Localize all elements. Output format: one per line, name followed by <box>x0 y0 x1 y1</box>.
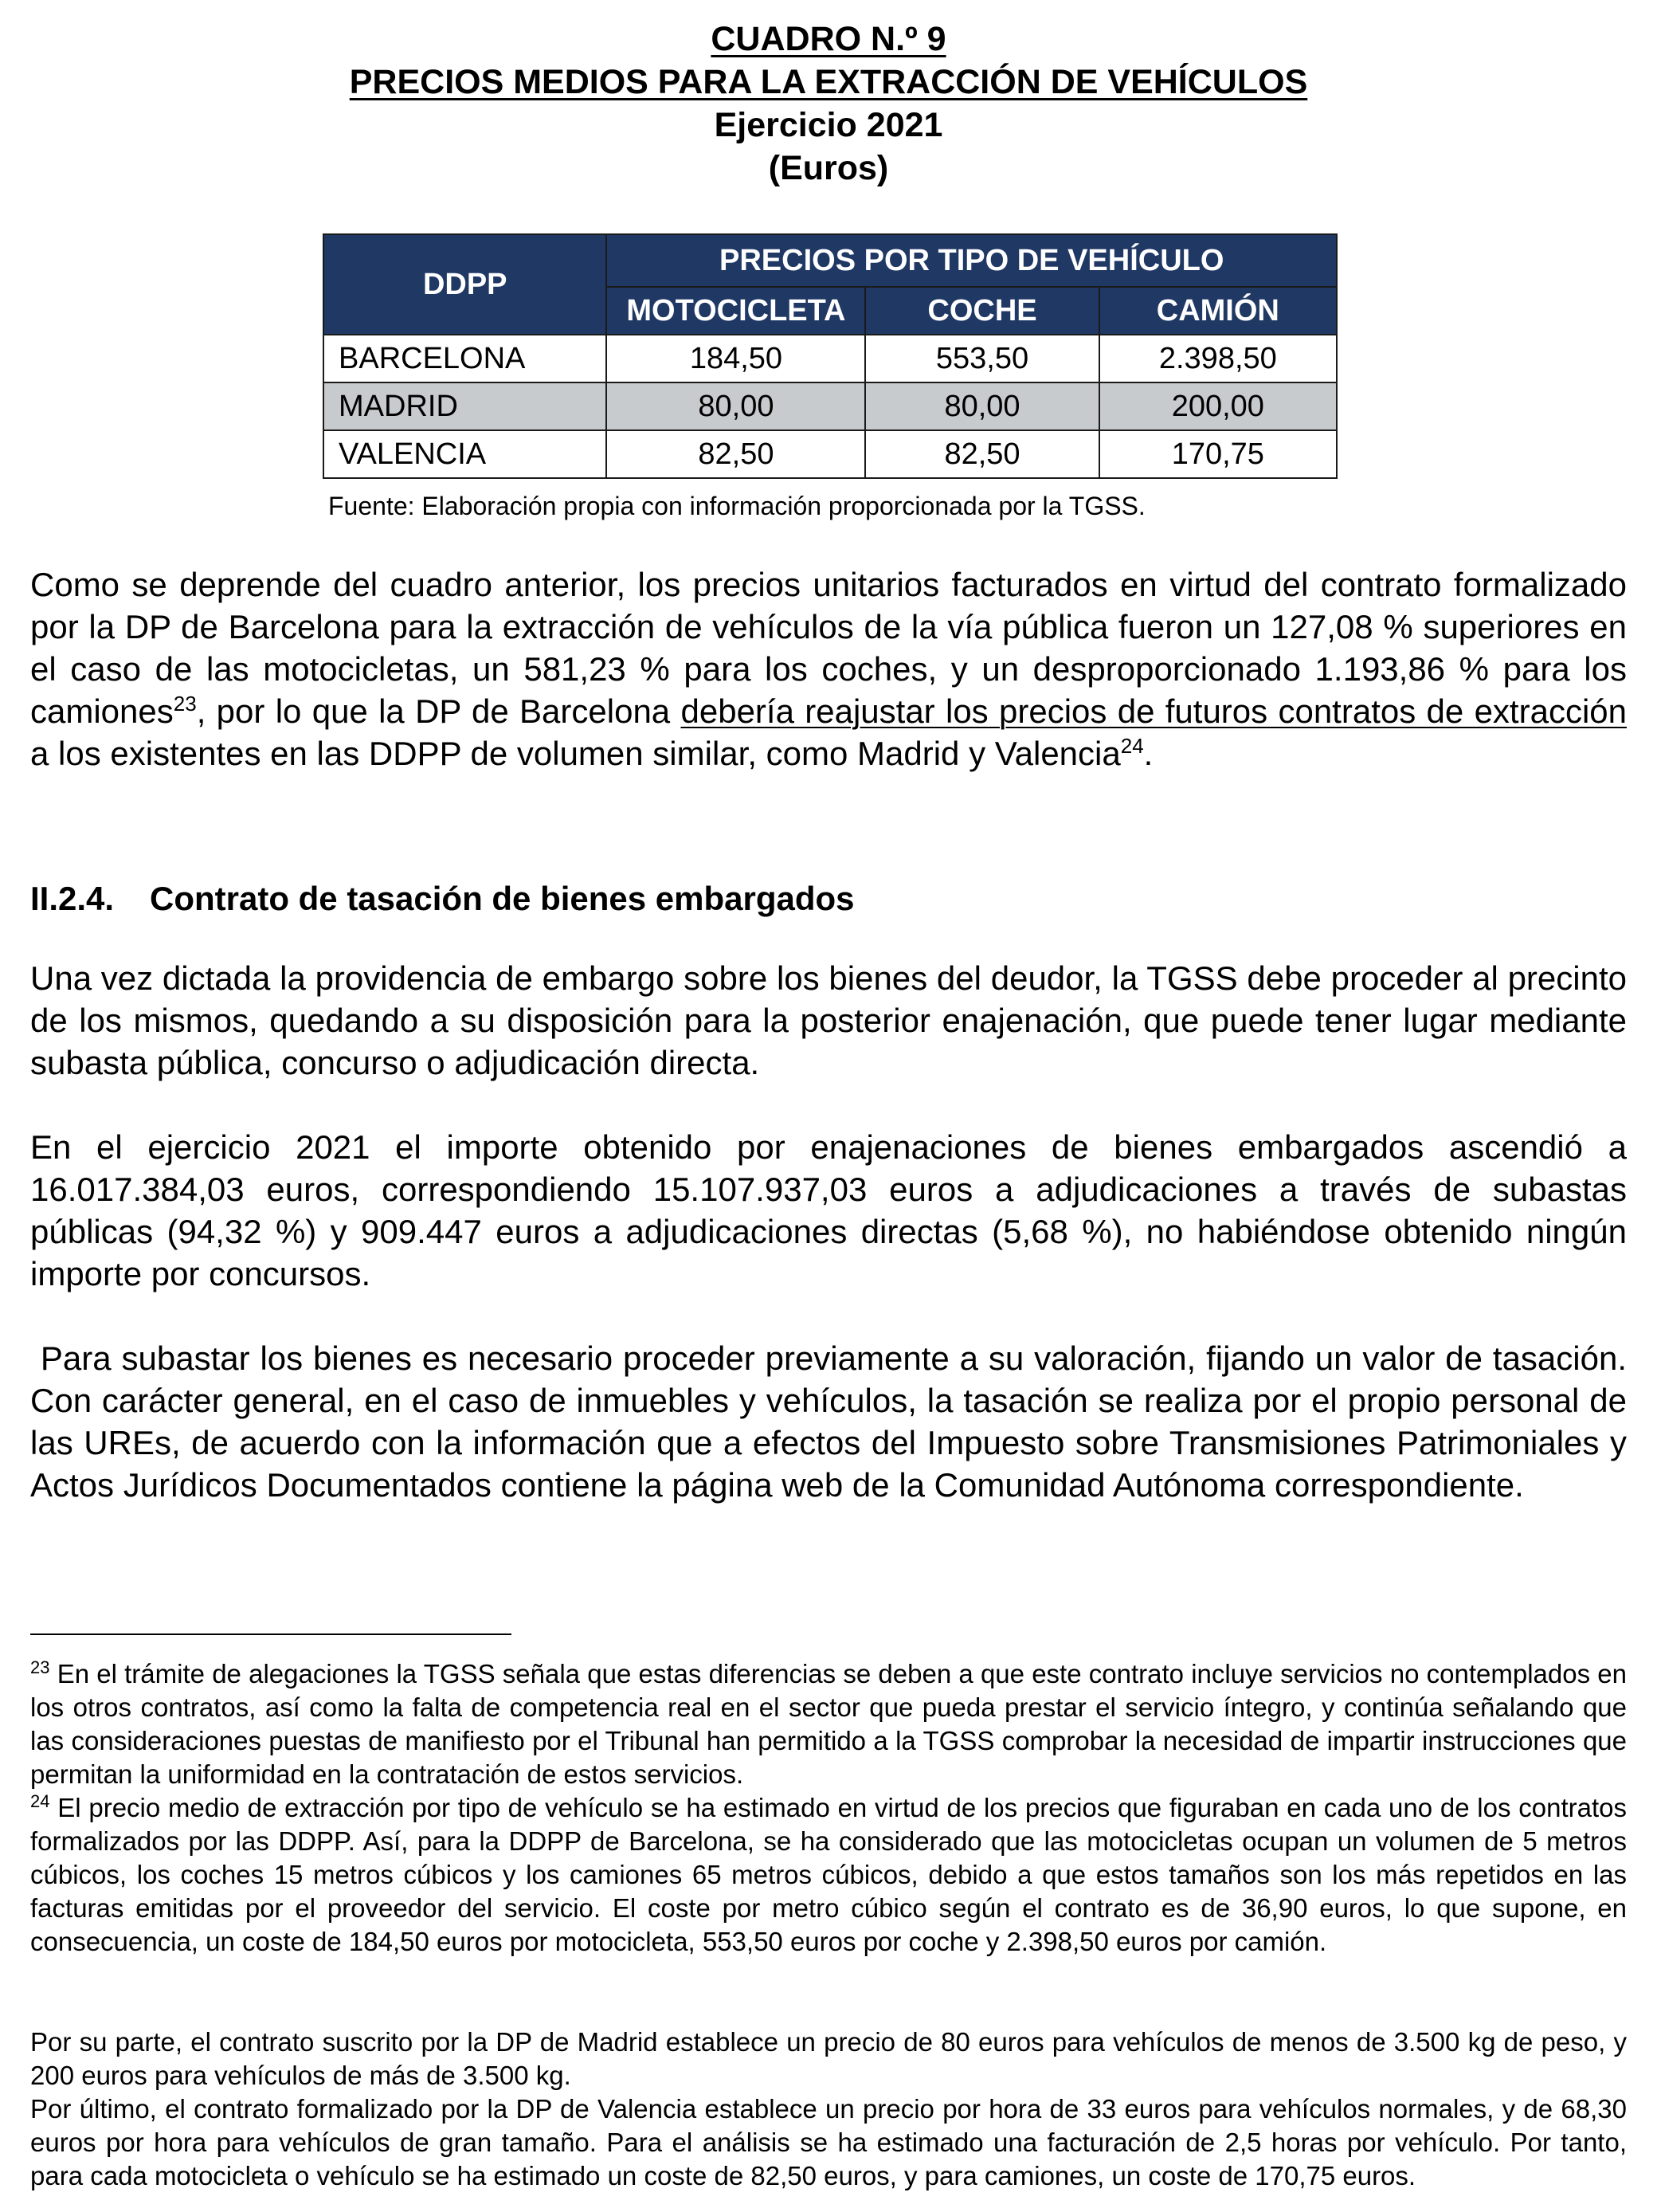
paragraph-1 <box>30 563 1627 775</box>
header-ddpp: DDPP <box>323 234 606 335</box>
table-row <box>323 382 1337 430</box>
cell-value: 184,50 <box>606 335 865 382</box>
paragraph-3: En el ejercicio 2021 el importe obtenido por enajenaciones de bienes embargados ascendió a 16.017.384,03 euros, correspondiendo 15.107.937,03 euros a adjudicaciones a través de subastas públicas (94,32 %) y 909.447 euros a adjudicaciones directas (5,68 %), no habiéndose obtenido ningún importe por concursos. <box>30 1128 1627 1292</box>
table-unit: (Euros) <box>768 149 889 187</box>
footnote-24-text: El precio medio de extracción por tipo de vehículo se ha estimado en virtud de los precios que figuraban en cada uno de los contratos formalizados por las DDPP. Así, para la DDPP de Barcelona, se ha considerado que las motocicletas ocupan un volumen de 5 metros cúbicos, los coches 15 metros cúbicos y los camiones 65 metros cúbicos, debido a que estos tamaños son los más repetidos en las facturas emitidas por el proveedor del servicio. El coste por metro cúbico según el contrato es de 36,90 euros, lo que supone, en consecuencia, un coste de 184,50 euros por motocicleta, 553,50 euros por coche y 2.398,50 euros por camión. <box>30 1793 1627 1956</box>
footnote-24-valencia: Por último, el contrato formalizado por la DP de Valencia establece un precio por hora de 33 euros para vehículos normales, y de 68,30 euros por hora para vehículos de gran tamaño. Para el análisis se ha estimado una facturación de 2,5 horas por vehículo. Por tanto, para cada motocicleta o vehículo se ha estimado un coste de 82,50 euros, y para camiones, un coste de 170,75 euros. <box>30 2094 1627 2190</box>
table-row <box>323 335 1337 382</box>
table-title-block <box>0 18 1657 190</box>
header-camion: CAMIÓN <box>1099 287 1337 335</box>
paragraph-4: Para subastar los bienes es necesario proceder previamente a su valoración, fijando un valor de tasación. Con carácter general, en el caso de inmuebles y vehículos, la tasación se realiza por el propio personal de las UREs, de acuerdo con la información que a efectos del Impuesto sobre Transmisiones Patrimoniales y Actos Jurídicos Documentados contiene la página web de la Comunidad Autónoma correspondiente. <box>30 1339 1636 1504</box>
footnote-separator <box>30 1634 511 1635</box>
header-motocicleta: MOTOCICLETA <box>606 287 865 335</box>
table-title: PRECIOS MEDIOS PARA LA EXTRACCIÓN DE VEHÍCULOS <box>349 63 1308 101</box>
paragraph-1-text-d: . <box>1143 735 1154 772</box>
header-coche: COCHE <box>865 287 1099 335</box>
section-number: II.2.4. <box>30 880 115 917</box>
cell-value: 80,00 <box>865 382 1099 430</box>
row-label: BARCELONA <box>323 335 606 382</box>
footnote-24 <box>30 1791 1627 1959</box>
paragraph-1-text-c: a los existentes en las DDPP de volumen similar, como Madrid y Valencia <box>30 735 1121 772</box>
row-label: VALENCIA <box>323 430 606 478</box>
row-label: MADRID <box>323 382 606 430</box>
section-title: Contrato de tasación de bienes embargados <box>150 880 855 917</box>
cell-value: 2.398,50 <box>1099 335 1337 382</box>
paragraph-1-underlined: debería reajustar los precios de futuros contratos de extracción <box>680 692 1627 730</box>
table-source: Fuente: Elaboración propia con información proporcionada por la TGSS. <box>328 492 1146 520</box>
table-row <box>323 430 1337 478</box>
footnote-23 <box>30 1657 1627 1791</box>
table-number: CUADRO N.º 9 <box>711 20 946 58</box>
header-precios-group: PRECIOS POR TIPO DE VEHÍCULO <box>606 234 1337 287</box>
paragraph-2: Una vez dictada la providencia de embargo sobre los bienes del deudor, la TGSS debe proceder al precinto de los mismos, quedando a su disposición para la posterior enajenación, que puede tener lugar mediante subasta pública, concurso o adjudicación directa. <box>30 959 1627 1081</box>
footnote-23-number: 23 <box>30 1657 50 1677</box>
cell-value: 80,00 <box>606 382 865 430</box>
cell-value: 82,50 <box>606 430 865 478</box>
footnote-23-text: En el trámite de alegaciones la TGSS señala que estas diferencias se deben a que este contrato incluye servicios no contemplados en los otros contratos, así como la falta de competencia real en el sector que pueda prestar el servicio íntegro, y continúa señalando que las consideraciones puestas de manifiesto por el Tribunal han permitido a la TGSS comprobar la necesidad de impartir instrucciones que permitan la uniformidad en la contratación de estos servicios. <box>30 1659 1627 1789</box>
table-year: Ejercicio 2021 <box>714 106 943 144</box>
paragraph-1-text-a: Como se deprende del cuadro anterior, los precios unitarios facturados en virtud del contrato formalizado por la DP de Barcelona para la extracción de vehículos de la vía pública fueron un 127,08 % superiores en el caso de las motocicletas, un 581,23 % para los coches, y un desproporcionado 1.193,86 % para los camiones <box>30 566 1627 730</box>
cell-value: 200,00 <box>1099 382 1337 430</box>
footnote-ref-23[interactable]: 23 <box>173 692 197 716</box>
section-heading <box>30 880 855 918</box>
cell-value: 553,50 <box>865 335 1099 382</box>
paragraph-1-text-b: , por lo que la DP de Barcelona <box>196 692 681 730</box>
footnote-ref-24[interactable]: 24 <box>1120 734 1144 758</box>
prices-table <box>323 233 1338 479</box>
cell-value: 82,50 <box>865 430 1099 478</box>
footnote-24-number: 24 <box>30 1791 50 1811</box>
footnote-24-madrid: Por su parte, el contrato suscrito por la DP de Madrid establece un precio de 80 euros para vehículos de menos de 3.500 kg de peso, y 200 euros para vehículos de más de 3.500 kg. <box>30 2027 1627 2090</box>
cell-value: 170,75 <box>1099 430 1337 478</box>
